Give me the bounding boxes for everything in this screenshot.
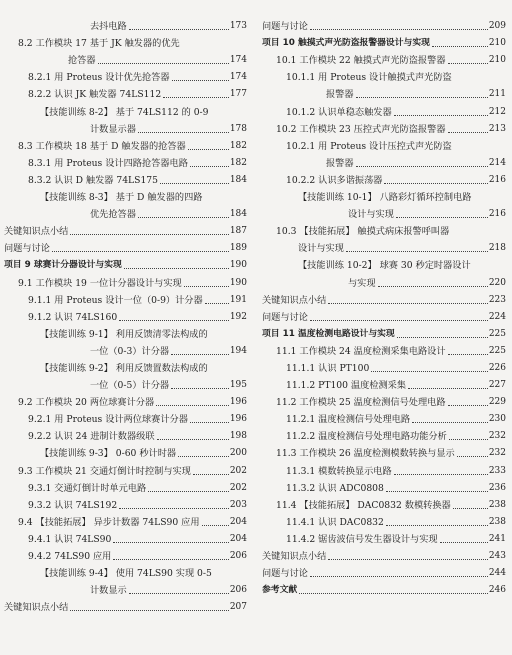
dot-leader [453, 508, 488, 509]
toc-entry[interactable] [4, 394, 247, 411]
toc-entry-title: 11.4 【技能拓展】 DAC0832 数模转换器 [276, 499, 451, 511]
toc-entry-page-number: 189 [229, 243, 247, 254]
toc-entry-page-number: 182 [229, 140, 247, 151]
dot-leader [188, 149, 229, 150]
dot-leader [384, 183, 487, 184]
toc-entry-title: 11.1.2 PT100 温度检测采集 [286, 380, 407, 392]
toc-entry[interactable] [4, 582, 247, 599]
toc-entry[interactable] [262, 514, 506, 531]
toc-entry-page-number: 216 [488, 174, 506, 185]
toc-entry-page-number: 184 [229, 174, 247, 185]
toc-entry-title: 【技能训练 8-3】 基于 D 触发器的四路 [40, 192, 203, 204]
toc-entry[interactable] [4, 497, 247, 514]
toc-entry-page-number: 211 [488, 89, 506, 100]
dot-leader [328, 303, 488, 304]
dot-leader [178, 456, 229, 457]
toc-entry[interactable] [262, 18, 506, 35]
toc-entry-title: 计数显示器 [90, 123, 136, 135]
toc-entry-page-number: 202 [229, 482, 247, 493]
toc-entry-page-number: 190 [229, 277, 247, 288]
toc-entry[interactable] [4, 206, 247, 223]
toc-entry-page-number: 190 [229, 260, 247, 271]
dot-leader [449, 439, 488, 440]
toc-entry-page-number: 177 [229, 89, 247, 100]
toc-entry-title: 11.1 工作模块 24 温度检测采集电路设计 [276, 345, 446, 357]
toc-entry-page-number: 214 [488, 157, 506, 168]
dot-leader [432, 46, 488, 47]
toc-entry-title: 9.1.2 认识 74LS160 [28, 311, 118, 323]
toc-entry-title: 10.2.1 用 Proteus 设计压控式声光防盗 [286, 140, 452, 152]
toc-entry-page-number: 195 [229, 380, 247, 391]
toc-entry[interactable] [4, 35, 247, 52]
toc-entry[interactable] [4, 343, 247, 360]
dot-leader [190, 422, 229, 423]
dot-leader [138, 217, 229, 218]
toc-entry-title: 报警器 [326, 157, 354, 169]
toc-entry-page-number: 225 [488, 345, 506, 356]
toc-entry[interactable] [262, 189, 506, 206]
toc-entry[interactable] [262, 565, 506, 582]
dot-leader [356, 166, 488, 167]
toc-entry-title: 11.2 工作模块 25 温度检测信号处理电路 [276, 397, 446, 409]
toc-entry[interactable] [262, 445, 506, 462]
toc-entry-page-number: 210 [488, 38, 506, 49]
toc-entry-page-number: 206 [229, 585, 247, 596]
toc-entry[interactable] [4, 86, 247, 103]
toc-entry-page-number: 233 [488, 465, 506, 476]
toc-entry[interactable] [262, 52, 506, 69]
dot-leader [448, 354, 488, 355]
dot-leader [193, 474, 229, 475]
toc-entry-page-number: 174 [229, 72, 247, 83]
toc-entry[interactable] [262, 394, 506, 411]
toc-entry-title: 参考文献 [262, 585, 298, 596]
dot-leader [129, 593, 229, 594]
toc-entry-title: 【技能训练 10-1】 八路彩灯循环控制电路 [298, 192, 472, 204]
dot-leader [448, 132, 488, 133]
toc-entry-page-number: 236 [488, 482, 506, 493]
toc-entry-page-number: 238 [488, 516, 506, 527]
toc-entry[interactable] [262, 531, 506, 548]
toc-entry-page-number: 227 [488, 380, 506, 391]
toc-entry-page-number: 192 [229, 311, 247, 322]
toc-entry[interactable] [4, 514, 247, 531]
dot-leader [70, 234, 229, 235]
toc-entry[interactable] [4, 274, 247, 291]
dot-leader [184, 286, 229, 287]
toc-entry[interactable] [262, 240, 506, 257]
dot-leader [113, 559, 228, 560]
toc-entry-title: 11.4.1 认识 DAC0832 [286, 516, 384, 528]
dot-leader [98, 63, 229, 64]
dot-leader [396, 217, 488, 218]
toc-entry[interactable] [4, 138, 247, 155]
toc-entry-title: 问题与讨论 [262, 21, 308, 33]
toc-entry-title: 去抖电路 [90, 21, 127, 33]
dot-leader [386, 525, 488, 526]
toc-entry-page-number: 204 [229, 516, 247, 527]
toc-entry[interactable] [4, 326, 247, 343]
toc-entry-page-number: 174 [229, 55, 247, 66]
toc-entry[interactable] [4, 428, 247, 445]
toc-entry[interactable] [4, 548, 247, 565]
toc-entry-title: 11.3.1 模数转换显示电路 [286, 465, 392, 477]
toc-entry[interactable] [262, 326, 506, 343]
dot-leader [138, 132, 229, 133]
toc-entry[interactable] [262, 103, 506, 120]
toc-entry-title: 【技能训练 9-4】 使用 74LS90 实现 0-5 [40, 568, 212, 580]
toc-entry[interactable] [262, 548, 506, 565]
toc-entry-title: 10.1.1 用 Proteus 设计触摸式声光防盗 [286, 72, 452, 84]
toc-entry-page-number: 202 [229, 465, 247, 476]
toc-entry-title: 9.4.1 认识 74LS90 [28, 533, 112, 545]
toc-entry-page-number: 218 [488, 243, 506, 254]
toc-entry[interactable] [4, 445, 247, 462]
dot-leader [328, 559, 488, 560]
toc-entry-page-number: 230 [488, 414, 506, 425]
toc-entry[interactable] [262, 223, 506, 240]
toc-entry-title: 11.2.1 温度检测信号处理电路 [286, 414, 411, 426]
toc-entry-page-number: 212 [488, 106, 506, 117]
toc-entry-title: 10.2 工作模块 23 压控式声光防盗报警器 [276, 123, 446, 135]
toc-entry-page-number: 206 [229, 551, 247, 561]
toc-entry-title: 关键知识点小结 [4, 602, 69, 614]
toc-entry-title: 【技能训练 9-3】 0-60 秒计时器 [40, 448, 177, 460]
toc-entry[interactable] [4, 309, 247, 326]
toc-entry-title: 11.1.1 认识 PT100 [286, 362, 370, 374]
toc-entry[interactable] [262, 480, 506, 497]
dot-leader [129, 29, 229, 30]
toc-entry-title: 11.2.2 温度检测信号处理电路功能分析 [286, 431, 447, 443]
dot-leader [386, 491, 488, 492]
toc-entry-title: 8.2 工作模块 17 基于 JK 触发器的优先 [18, 38, 180, 50]
toc-entry-page-number: 220 [488, 277, 506, 288]
dot-leader [202, 525, 229, 526]
toc-entry[interactable] [4, 377, 247, 394]
toc-entry-page-number: 207 [229, 602, 247, 613]
toc-entry-page-number: 196 [229, 397, 247, 408]
toc-entry-title: 关键知识点小结 [262, 294, 327, 306]
toc-entry-page-number: 226 [488, 362, 506, 373]
dot-leader [299, 593, 488, 594]
dot-leader [310, 29, 488, 30]
toc-entry[interactable] [4, 69, 247, 86]
toc-entry-page-number: 196 [229, 414, 247, 425]
toc-entry-page-number: 224 [488, 311, 506, 322]
toc-entry-title: 项目 11 温度检测电路设计与实现 [262, 328, 395, 339]
toc-entry-title: 问题与讨论 [262, 311, 308, 323]
toc-entry-title: 9.3.2 认识 74LS192 [28, 499, 118, 511]
dot-leader [171, 388, 229, 389]
toc-entry-page-number: 173 [229, 21, 247, 32]
dot-leader [412, 422, 488, 423]
toc-entry-page-number: 232 [488, 431, 506, 442]
dot-leader [148, 491, 229, 492]
toc-entry[interactable] [262, 411, 506, 428]
toc-entry-page-number: 204 [229, 533, 247, 544]
dot-leader [119, 508, 229, 509]
toc-entry-page-number: 191 [229, 294, 247, 305]
toc-entry-page-number: 187 [229, 226, 247, 237]
toc-entry-title: 项目 9 球赛计分器设计与实现 [4, 260, 122, 271]
toc-entry-page-number: 178 [229, 123, 247, 134]
toc-entry[interactable] [262, 360, 506, 377]
toc-entry-title: 9.3.1 交通灯倒计时单元电路 [28, 482, 147, 494]
dot-leader [310, 576, 488, 577]
dot-leader [205, 303, 229, 304]
toc-entry-page-number: 246 [488, 585, 506, 596]
dot-leader [397, 337, 488, 338]
toc-entry-page-number: 213 [488, 123, 506, 134]
dot-leader [124, 268, 229, 269]
toc-entry[interactable] [4, 480, 247, 497]
toc-entry-title: 设计与实现 [298, 243, 344, 255]
toc-entry-page-number: 194 [229, 345, 247, 356]
toc-entry[interactable] [262, 377, 506, 394]
toc-entry-title: 8.3.1 用 Proteus 设计四路抢答器电路 [28, 157, 188, 169]
dot-leader [190, 166, 229, 167]
toc-entry-title: 问题与讨论 [4, 243, 50, 255]
dot-leader [346, 251, 488, 252]
toc-entry[interactable] [262, 274, 506, 291]
toc-entry-page-number: 200 [229, 448, 247, 459]
dot-leader [394, 115, 488, 116]
toc-entry-title: 11.3.2 认识 ADC0808 [286, 482, 384, 494]
toc-entry-title: 抢答器 [68, 55, 96, 67]
dot-leader [113, 542, 228, 543]
toc-entry-title: 9.4 【技能拓展】 异步计数器 74LS90 应用 [18, 516, 200, 528]
toc-entry[interactable] [4, 240, 247, 257]
toc-entry[interactable] [262, 86, 506, 103]
toc-entry-page-number: 210 [488, 55, 506, 66]
toc-entry[interactable] [4, 531, 247, 548]
toc-entry-title: 9.4.2 74LS90 应用 [28, 551, 112, 562]
toc-entry-page-number: 225 [488, 328, 506, 339]
toc-entry-title: 报警器 [326, 89, 354, 101]
toc-entry-title: 10.1 工作模块 22 触摸式声光防盗报警器 [276, 55, 446, 67]
toc-entry[interactable] [262, 309, 506, 326]
dot-leader [408, 388, 488, 389]
toc-entry-page-number: 223 [488, 294, 506, 305]
toc-entry-title: 【技能训练 8-2】 基于 74LS112 的 0-9 [40, 106, 209, 118]
toc-entry-title: 【技能训练 10-2】 球赛 30 秒定时器设计 [298, 260, 471, 272]
toc-entry-page-number: 244 [488, 568, 506, 579]
toc-entry[interactable] [262, 206, 506, 223]
dot-leader [356, 97, 488, 98]
toc-entry-page-number: 229 [488, 397, 506, 408]
toc-entry[interactable] [4, 360, 247, 377]
toc-entry-page-number: 241 [488, 533, 506, 544]
toc-entry-title: 设计与实现 [348, 209, 394, 221]
toc-entry[interactable] [4, 155, 247, 172]
toc-entry-title: 【技能训练 9-1】 利用反馈清零法构成的 [40, 328, 208, 340]
toc-entry[interactable] [4, 52, 247, 69]
toc-entry-title: 关键知识点小结 [262, 551, 327, 562]
toc-entry-title: 关键知识点小结 [4, 226, 69, 238]
toc-entry-title: 8.3 工作模块 18 基于 D 触发器的抢答器 [18, 140, 186, 152]
toc-entry[interactable] [262, 292, 506, 309]
toc-entry[interactable] [262, 155, 506, 172]
toc-entry-title: 优先抢答器 [90, 209, 136, 221]
dot-leader [440, 542, 488, 543]
toc-entry[interactable] [4, 223, 247, 240]
toc-entry-title: 9.2.2 认识 24 进制计数器级联 [28, 431, 155, 443]
dot-leader [394, 474, 488, 475]
toc-entry-title: 8.2.1 用 Proteus 设计优先抢答器 [28, 72, 170, 84]
toc-entry-title: 项目 10 触摸式声光防盗报警器设计与实现 [262, 38, 430, 49]
toc-entry-title: 与实现 [348, 277, 376, 289]
dot-leader [448, 63, 488, 64]
toc-entry-title: 问题与讨论 [262, 568, 308, 580]
toc-entry-page-number: 243 [488, 551, 506, 561]
toc-entry-title: 9.3 工作模块 21 交通灯倒计时控制与实现 [18, 465, 191, 477]
toc-entry[interactable] [4, 172, 247, 189]
dot-leader [448, 405, 488, 406]
toc-entry[interactable] [262, 172, 506, 189]
toc-entry[interactable] [4, 257, 247, 274]
toc-entry[interactable] [262, 582, 506, 599]
toc-entry[interactable] [262, 462, 506, 479]
toc-entry-title: 【技能训练 9-2】 利用反馈置数法构成的 [40, 362, 208, 374]
toc-entry-page-number: 238 [488, 499, 506, 510]
toc-right-column [262, 18, 506, 599]
toc-entry-page-number: 232 [488, 448, 506, 459]
dot-leader [310, 320, 488, 321]
dot-leader [172, 80, 229, 81]
dot-leader [378, 286, 488, 287]
toc-entry-title: 9.1 工作模块 19 一位计分器设计与实现 [18, 277, 182, 289]
toc-entry-title: 10.3 【技能拓展】 触摸式病床报警呼叫器 [276, 226, 450, 238]
toc-entry[interactable] [262, 69, 506, 86]
toc-entry[interactable] [262, 35, 506, 52]
toc-entry-title: 11.3 工作模块 26 温度检测模数转换与显示 [276, 448, 455, 460]
toc-entry[interactable] [4, 599, 247, 616]
dot-leader [156, 405, 229, 406]
toc-entry-page-number: 184 [229, 209, 247, 220]
toc-entry-page-number: 216 [488, 209, 506, 220]
toc-entry-page-number: 203 [229, 499, 247, 510]
toc-entry[interactable] [4, 411, 247, 428]
toc-entry-title: 9.2.1 用 Proteus 设计两位球赛计分器 [28, 414, 188, 426]
toc-entry-title: 9.1.1 用 Proteus 设计一位（0-9）计分器 [28, 294, 203, 306]
toc-entry[interactable] [4, 103, 247, 120]
toc-entry-title: 计数显示 [90, 585, 127, 597]
toc-entry-title: 9.2 工作模块 20 两位球赛计分器 [18, 397, 155, 409]
toc-entry[interactable] [262, 343, 506, 360]
toc-entry-title: 8.2.2 认识 JK 触发器 74LS112 [28, 89, 162, 101]
toc-entry-title: 8.3.2 认识 D 触发器 74LS175 [28, 174, 158, 186]
toc-entry-title: 10.2.2 认识多谐振荡器 [286, 174, 383, 186]
dot-leader [119, 320, 229, 321]
toc-entry[interactable] [262, 428, 506, 445]
dot-leader [163, 97, 229, 98]
toc-entry-page-number: 198 [229, 431, 247, 442]
dot-leader [160, 183, 229, 184]
toc-entry-title: 一位（0-3）计分器 [90, 345, 170, 357]
toc-entry[interactable] [4, 565, 247, 582]
toc-entry-title: 一位（0-5）计分器 [90, 380, 170, 392]
toc-entry-title: 10.1.2 认识单稳态触发器 [286, 106, 392, 118]
dot-leader [157, 439, 229, 440]
toc-left-column [4, 18, 247, 616]
toc-entry-title: 11.4.2 锯齿波信号发生器设计与实现 [286, 533, 438, 545]
dot-leader [457, 456, 488, 457]
toc-entry[interactable] [4, 189, 247, 206]
toc-entry[interactable] [262, 257, 506, 274]
toc-entry[interactable] [262, 138, 506, 155]
toc-entry-page-number: 209 [488, 21, 506, 32]
toc-entry-page-number: 182 [229, 157, 247, 168]
dot-leader [70, 610, 229, 611]
dot-leader [52, 251, 229, 252]
toc-entry[interactable] [4, 121, 247, 138]
toc-entry[interactable] [4, 18, 247, 35]
toc-entry[interactable] [262, 497, 506, 514]
toc-entry[interactable] [4, 462, 247, 479]
toc-entry[interactable] [262, 121, 506, 138]
toc-entry[interactable] [4, 292, 247, 309]
dot-leader [171, 354, 229, 355]
dot-leader [371, 371, 488, 372]
